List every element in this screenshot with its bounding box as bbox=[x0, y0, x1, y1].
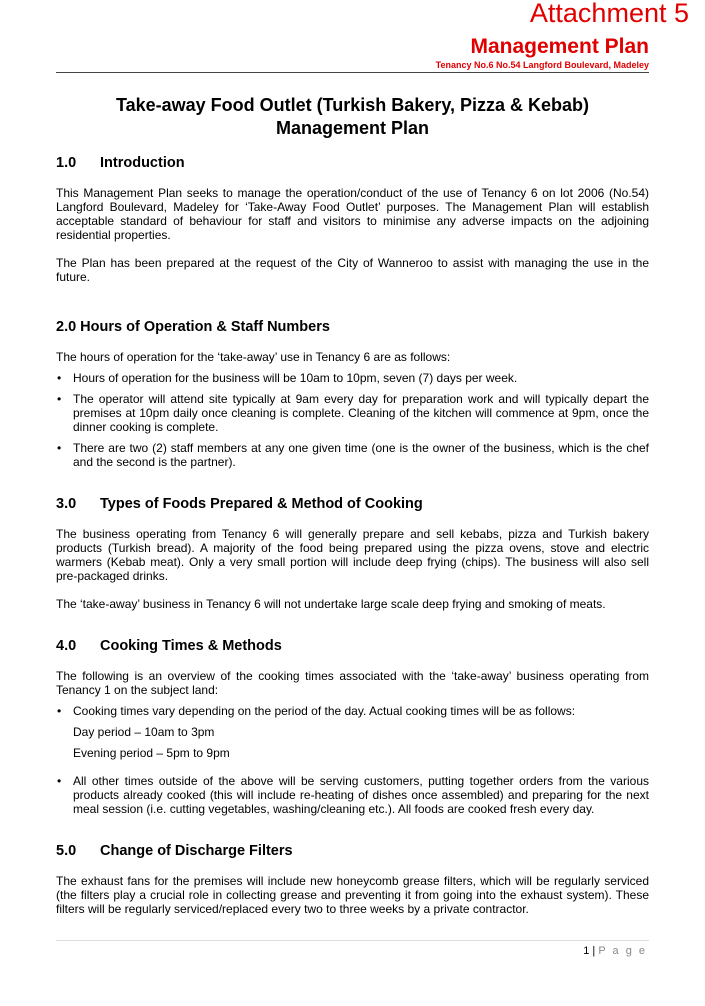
header-title: Management Plan bbox=[470, 35, 649, 58]
list-item: • The operator will attend site typically at 9am every day for preparation work and will typically depart the premises at 10pm daily once cleaning is complete. Cleaning of the kitchen will commence at 9pm, once the dinner cooking is complete. bbox=[57, 392, 649, 434]
bullet-list bbox=[56, 704, 649, 718]
section-number: 5.0 bbox=[56, 843, 77, 859]
list-item: • Cooking times vary depending on the period of the day. Actual cooking times will be as follows: bbox=[57, 704, 576, 718]
paragraph: The hours of operation for the ‘take-away’ use in Tenancy 6 are as follows: bbox=[56, 350, 451, 364]
footer-divider bbox=[56, 940, 649, 941]
list-item: • All other times outside of the above will be serving customers, putting together orders from the various products already cooked (this will include re-heating of dishes once assembled) and preparing for the next meal session (i.e. cutting vegetables, washing/cleaning etc.). All foods are cooked fresh every day. bbox=[57, 774, 649, 816]
bullet-icon: • bbox=[57, 774, 62, 788]
section-title: Cooking Times & Methods bbox=[100, 638, 282, 654]
section-heading-foods bbox=[56, 495, 649, 513]
day-period: Day period – 10am to 3pm bbox=[73, 725, 215, 739]
section-heading-introduction bbox=[56, 154, 649, 172]
paragraph: This Management Plan seeks to manage the operation/conduct of the use of Tenancy 6 on lot 2006 (No.54) Langford Boulevard, Madeley for ‘Take-Away Food Outlet’ purposes. The Management Plan will establish acceptable standard of behaviour for staff and visitors to minimise any adverse impacts on the adjoining residential properties. bbox=[56, 186, 649, 242]
paragraph: The following is an overview of the cooking times associated with the ‘take-away’ business operating from Tenancy 1 on the subject land: bbox=[56, 669, 649, 697]
section-heading-filters bbox=[56, 842, 649, 860]
document-body bbox=[56, 94, 649, 916]
page-number bbox=[583, 944, 647, 958]
section-title: Change of Discharge Filters bbox=[100, 843, 293, 859]
bullet-icon: • bbox=[57, 704, 62, 718]
evening-period: Evening period – 5pm to 9pm bbox=[73, 746, 230, 760]
list-item: • Hours of operation for the business will be 10am to 10pm, seven (7) days per week. bbox=[57, 371, 518, 385]
section-title: Introduction bbox=[100, 155, 185, 171]
section-number: 1.0 bbox=[56, 155, 77, 171]
page-separator: | bbox=[592, 945, 596, 957]
bullet-icon: • bbox=[57, 392, 62, 406]
page-number-value: 1 bbox=[583, 945, 590, 957]
paragraph: The exhaust fans for the premises will include new honeycomb grease filters, which will be regularly serviced (the filters play a crucial role in collecting grease and preventing it from going into the exhaust system). These filters will be regularly serviced/replaced every two to three weeks by a private contractor. bbox=[56, 874, 649, 916]
section-heading-cooking-times bbox=[56, 637, 649, 655]
document-title-line2: Management Plan bbox=[275, 118, 430, 138]
paragraph: The business operating from Tenancy 6 will generally prepare and sell kebabs, pizza and Turkish bakery products (Turkish bread). A majority of the food being prepared using the pizza ovens, stove and electric warmers (Kebab meat). Only a very small portion will include deep frying (chips). The business will also sell pre-packaged drinks. bbox=[56, 527, 649, 583]
section-number: 4.0 bbox=[56, 638, 77, 654]
bullet-list bbox=[56, 774, 649, 816]
section-title: Types of Foods Prepared & Method of Cooking bbox=[100, 496, 423, 512]
attachment-label: Attachment 5 bbox=[529, 0, 689, 28]
bullet-list bbox=[56, 371, 649, 469]
list-item: • There are two (2) staff members at any one given time (one is the owner of the business, which is the chef and the second is the partner). bbox=[57, 441, 649, 469]
bullet-icon: • bbox=[57, 371, 62, 385]
document-title bbox=[56, 94, 649, 140]
section-title: 2.0 Hours of Operation & Staff Numbers bbox=[56, 319, 330, 335]
page-word: P a g e bbox=[598, 945, 647, 957]
document-title-line1: Take-away Food Outlet (Turkish Bakery, Pizza & Kebab) bbox=[115, 95, 590, 115]
section-heading-hours bbox=[56, 318, 649, 336]
header-subtitle: Tenancy No.6 No.54 Langford Boulevard, Madeley bbox=[435, 60, 649, 70]
paragraph: The ‘take-away’ business in Tenancy 6 will not undertake large scale deep frying and smoking of meats. bbox=[56, 597, 606, 611]
header-divider bbox=[56, 72, 649, 73]
section-number: 3.0 bbox=[56, 496, 77, 512]
paragraph: The Plan has been prepared at the request of the City of Wanneroo to assist with managing the use in the future. bbox=[56, 256, 649, 284]
bullet-icon: • bbox=[57, 441, 62, 455]
